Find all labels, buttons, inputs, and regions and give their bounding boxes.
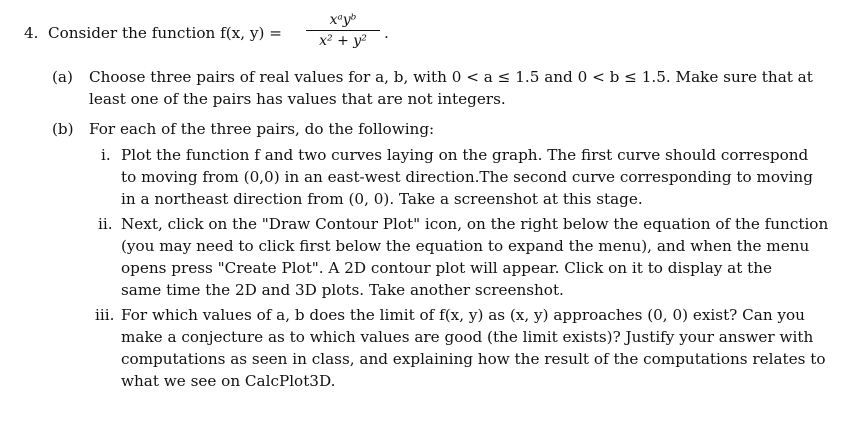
problem-number: 4. xyxy=(24,24,39,42)
item-iii-line: computations as seen in class, and explaining how the result of the computations relates to xyxy=(121,350,826,368)
part-b-intro: For each of the three pairs, do the following: xyxy=(89,120,435,138)
item-i-line: Plot the function f and two curves laying on the graph. The first curve should correspond xyxy=(121,146,809,164)
fraction-end-mark: . xyxy=(384,24,389,42)
item-ii-line: (you may need to click first below the equation to expand the menu), and when the menu xyxy=(121,237,810,255)
item-iii-line: what we see on CalcPlot3D. xyxy=(121,372,336,390)
problem-header xyxy=(24,10,844,56)
part-b-label: (b) xyxy=(52,120,74,138)
part-a-line: least one of the pairs has values that are not integers. xyxy=(89,90,506,108)
problem-intro: Consider the function f(x, y) = xyxy=(48,24,282,42)
item-ii-label: ii. xyxy=(98,215,113,233)
item-ii-line: same time the 2D and 3D plots. Take another screenshot. xyxy=(121,281,564,299)
part-a-line: Choose three pairs of real values for a, b, with 0 < a ≤ 1.5 and 0 < b ≤ 1.5. Make sure that at xyxy=(89,68,813,86)
part-a-label: (a) xyxy=(52,68,73,86)
fraction-numerator: xᵃyᵇ xyxy=(329,12,357,28)
item-i-line: in a northeast direction from (0, 0). Take a screenshot at this stage. xyxy=(121,190,643,208)
fraction-denominator: x² + y² xyxy=(319,33,367,49)
item-ii-line: opens press "Create Plot". A 2D contour plot will appear. Click on it to display at the xyxy=(121,259,773,277)
item-ii-line: Next, click on the "Draw Contour Plot" icon, on the right below the equation of the function xyxy=(121,215,829,233)
item-iii-line: make a conjecture as to which values are good (the limit exists)? Justify your answer with xyxy=(121,328,814,346)
item-iii-line: For which values of a, b does the limit of f(x, y) as (x, y) approaches (0, 0) exist? Can you xyxy=(121,306,805,324)
item-i-label: i. xyxy=(101,146,111,164)
function-fraction xyxy=(304,10,382,51)
item-iii-label: iii. xyxy=(95,306,115,324)
item-i-line: to moving from (0,0) in an east-west direction.The second curve corresponding to moving xyxy=(121,168,813,186)
